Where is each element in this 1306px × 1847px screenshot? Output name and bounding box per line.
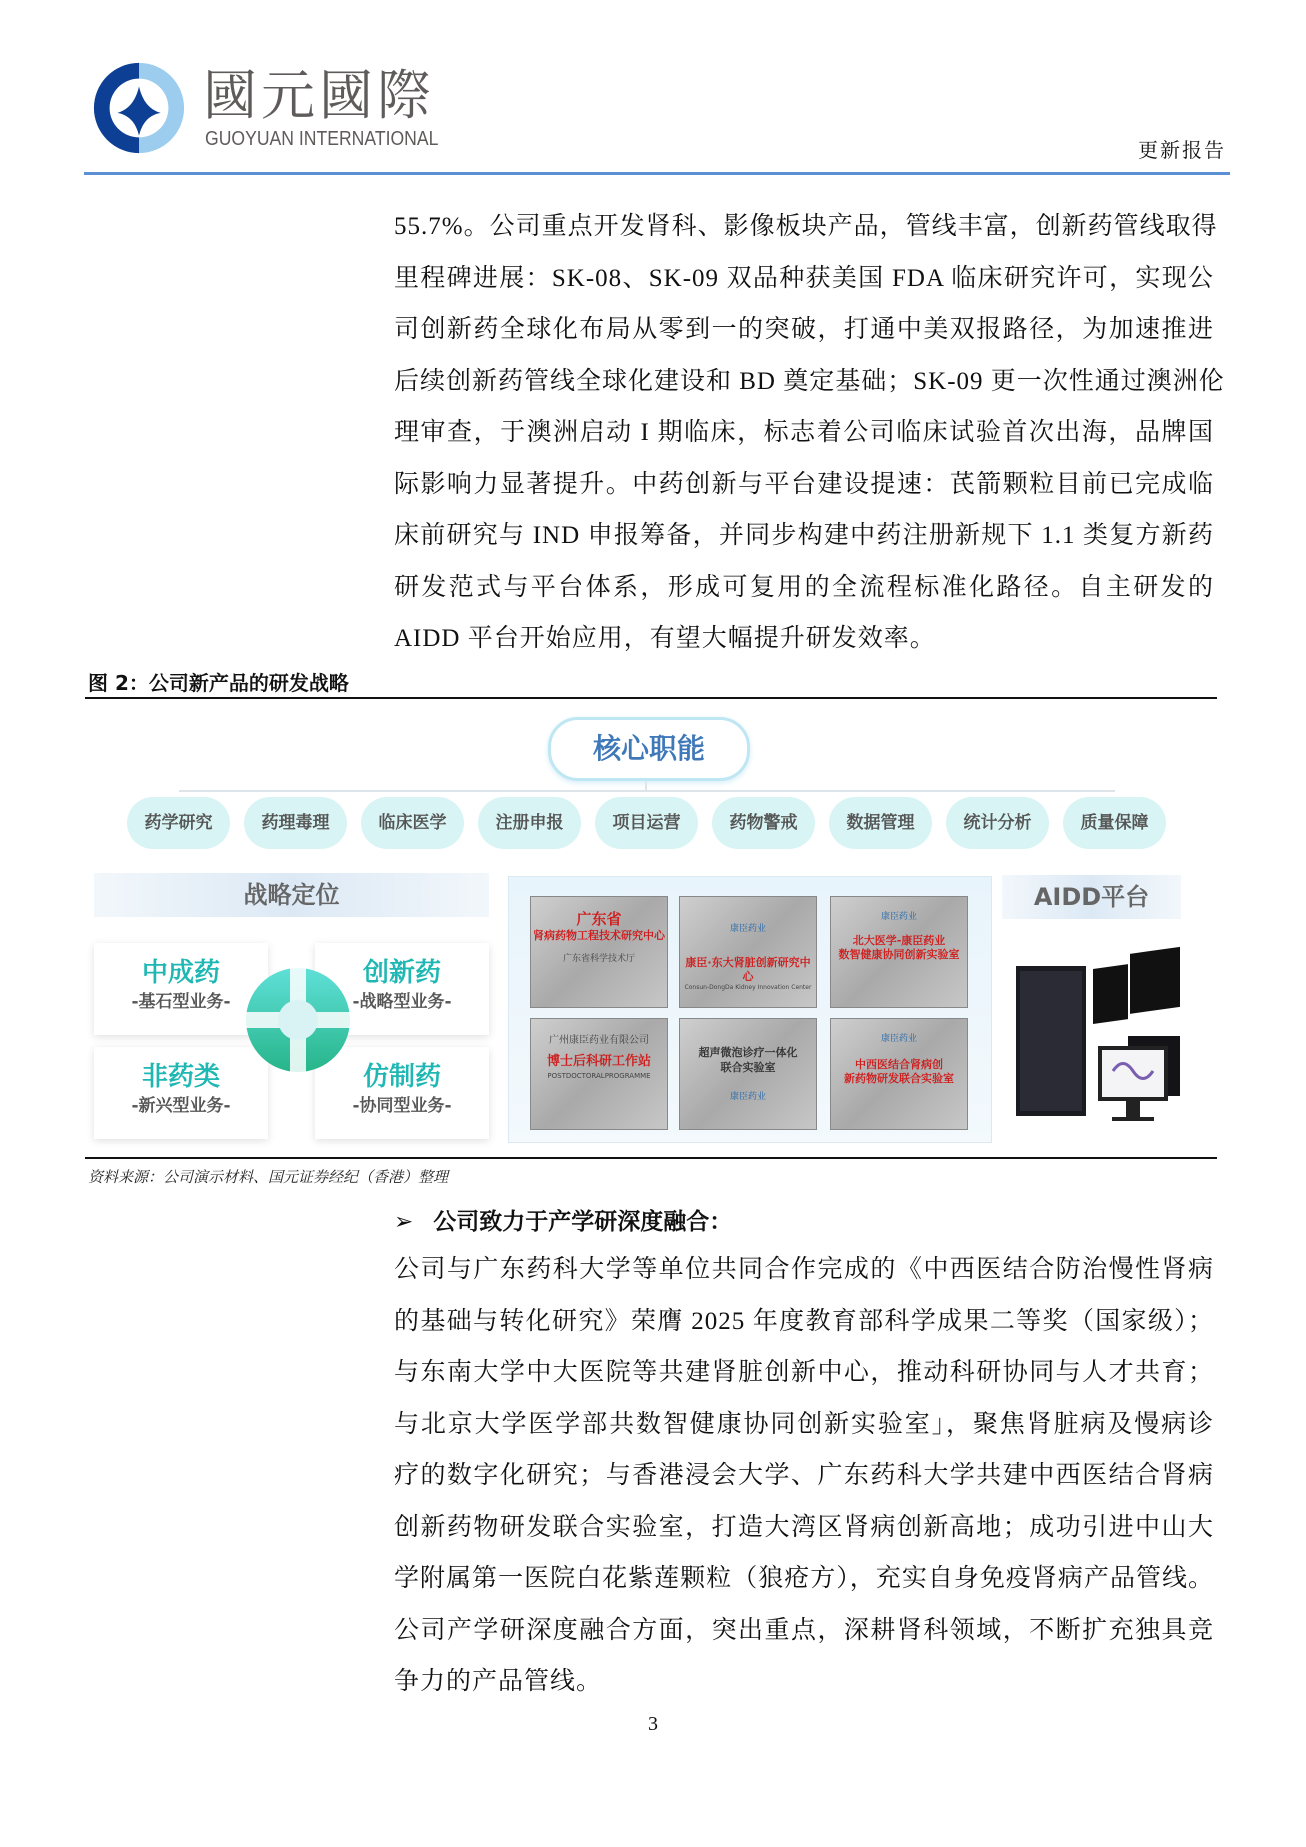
honor-plaque [830, 1018, 968, 1130]
honor-plaque [679, 1018, 817, 1130]
plaque-text: POSTDOCTORALPROGRAMME [547, 1072, 651, 1080]
text-line: 公司产学研深度融合方面，突出重点，深耕肾科领域，不断扩充独具竞 [394, 1616, 1214, 1644]
text-line: 争力的产品管线。 [394, 1668, 603, 1695]
guoyuan-logo-icon [90, 59, 188, 157]
strategy-card-title: 非药类 [141, 1062, 220, 1092]
plaque-text: 博士后科研工作站 [546, 1054, 651, 1069]
text-line: 床前研究与 IND 申报筹备，并同步构建中药注册新规下 1.1 类复方新药 [394, 522, 1214, 549]
plaque-text: 康臣药业 [729, 1092, 766, 1102]
text-line: 与北京大学医学部共数智健康协同创新实验室」，聚焦肾脏病及慢病诊 [394, 1410, 1214, 1438]
body-paragraph-1 [394, 201, 1225, 665]
plaque-text: 广东省 [576, 910, 622, 928]
strategy-card-title: 中成药 [141, 958, 220, 988]
text-line: 理审查，于澳洲启动 I 期临床，标志着公司临床试验首次出海，品牌国 [394, 419, 1214, 446]
function-pill: 统计分析 [946, 797, 1049, 849]
function-pill: 项目运营 [595, 797, 698, 849]
plaque-text: 广州康臣药业有限公司 [549, 1035, 649, 1046]
text-line: 际影响力显著提升。中药创新与平台建设提速：芪箭颗粒目前已完成临 [394, 470, 1214, 498]
function-pill: 药理毒理 [244, 797, 347, 849]
bullet-arrow-icon: ➢ [394, 1209, 414, 1235]
plaque-text: 康臣药业 [729, 924, 766, 934]
tree-connector [179, 790, 1115, 792]
strategy-card [94, 943, 268, 1035]
strategy-card-title: 仿制药 [362, 1062, 441, 1092]
section-heading-text: 公司致力于产学研深度融合： [433, 1209, 733, 1235]
body-paragraph-2 [394, 1244, 1214, 1708]
header-divider [84, 172, 1230, 175]
plaque-text: 肾病药物工程技术研究中心 [533, 929, 665, 942]
plaque-text: 康臣·东大肾脏创新研究中心 [685, 956, 811, 983]
honor-plaque [530, 1018, 668, 1130]
text-line: 学附属第一医院白花紫莲颗粒（狼疮方），充实自身免疫肾病产品管线。 [394, 1565, 1214, 1592]
logo-wordmark-cn: 國元國際 [203, 66, 435, 126]
server-workstation-icon [1008, 941, 1185, 1129]
figure-bottom-rule [85, 1157, 1217, 1159]
section-heading [394, 1203, 732, 1236]
aidd-platform-title: AIDD平台 [1002, 875, 1181, 919]
strategy-card-subtitle: -协同型业务- [352, 1096, 452, 1116]
plaque-text: 中西医结合肾病创 [855, 1058, 943, 1071]
text-line: 与东南大学中大医院等共建肾脏创新中心，推动科研协同与人才共育； [394, 1359, 1214, 1386]
report-type-label: 更新报告 [1138, 140, 1226, 162]
strategy-card-subtitle: -新兴型业务- [131, 1096, 231, 1116]
strategy-card [94, 1047, 268, 1139]
text-line: AIDD 平台开始应用，有望大幅提升研发效率。 [394, 625, 936, 652]
plaque-text: 新药物研发联合实验室 [844, 1072, 954, 1085]
function-pill: 药物警戒 [712, 797, 815, 849]
function-pill: 注册申报 [478, 797, 581, 849]
rd-strategy-figure [85, 700, 1217, 1156]
plaque-text: 康臣药业 [880, 912, 917, 922]
function-pill: 数据管理 [829, 797, 932, 849]
strategy-center-emblem-icon [245, 967, 351, 1073]
plaque-text: 超声微泡诊疗一体化 [698, 1046, 798, 1059]
honor-plaque [679, 896, 817, 1008]
text-line: 的基础与转化研究》荣膺 2025 年度教育部科学成果二等奖（国家级）； [394, 1307, 1214, 1335]
figure-top-rule [85, 697, 1217, 699]
honor-plaque [830, 896, 968, 1008]
text-line: 55.7%。公司重点开发肾科、影像板块产品，管线丰富，创新药管线取得 [394, 213, 1218, 240]
function-pill: 质量保障 [1063, 797, 1166, 849]
plaque-text: 康臣药业 [880, 1034, 917, 1044]
plaque-text: 北大医学-康臣药业 [852, 934, 946, 947]
plaque-text: 数智健康协同创新实验室 [838, 948, 960, 961]
function-pill: 药学研究 [127, 797, 230, 849]
strategy-card-title: 创新药 [362, 958, 441, 988]
strategy-title: 战略定位 [94, 873, 489, 917]
text-line: 研发范式与平台体系，形成可复用的全流程标准化路径。自主研发的 [394, 573, 1214, 601]
page-number: 3 [648, 1713, 658, 1735]
strategy-card-subtitle: -战略型业务- [352, 992, 452, 1012]
honor-plaque [530, 896, 668, 1008]
logo-wordmark-en: GUOYUAN INTERNATIONAL [205, 128, 439, 150]
plaque-text: Consun-DongDa Kidney Innovation Center [684, 984, 812, 991]
figure-caption: 图 2：公司新产品的研发战略 [88, 671, 349, 695]
text-line: 公司与广东药科大学等单位共同合作完成的《中西医结合防治慢性肾病 [394, 1256, 1214, 1283]
text-line: 创新药物研发联合实验室，打造大湾区肾病创新高地；成功引进中山大 [394, 1513, 1214, 1541]
strategy-card-subtitle: -基石型业务- [131, 992, 231, 1012]
function-pill: 临床医学 [361, 797, 464, 849]
core-functions-title: 核心职能 [548, 717, 750, 781]
text-line: 后续创新药管线全球化建设和 BD 奠定基础；SK-09 更一次性通过澳洲伦 [394, 367, 1225, 395]
plaque-text: 联合实验室 [720, 1061, 776, 1074]
figure-source: 资料来源：公司演示材料、国元证券经纪（香港）整理 [88, 1170, 449, 1186]
text-line: 里程碑进展：SK-08、SK-09 双品种获美国 FDA 临床研究许可，实现公 [394, 264, 1214, 292]
text-line: 司创新药全球化布局从零到一的突破，打通中美双报路径，为加速推进 [394, 316, 1214, 343]
plaque-text: 广东省科学技术厅 [562, 954, 635, 964]
text-line: 疗的数字化研究；与香港浸会大学、广东药科大学共建中西医结合肾病 [394, 1462, 1214, 1489]
